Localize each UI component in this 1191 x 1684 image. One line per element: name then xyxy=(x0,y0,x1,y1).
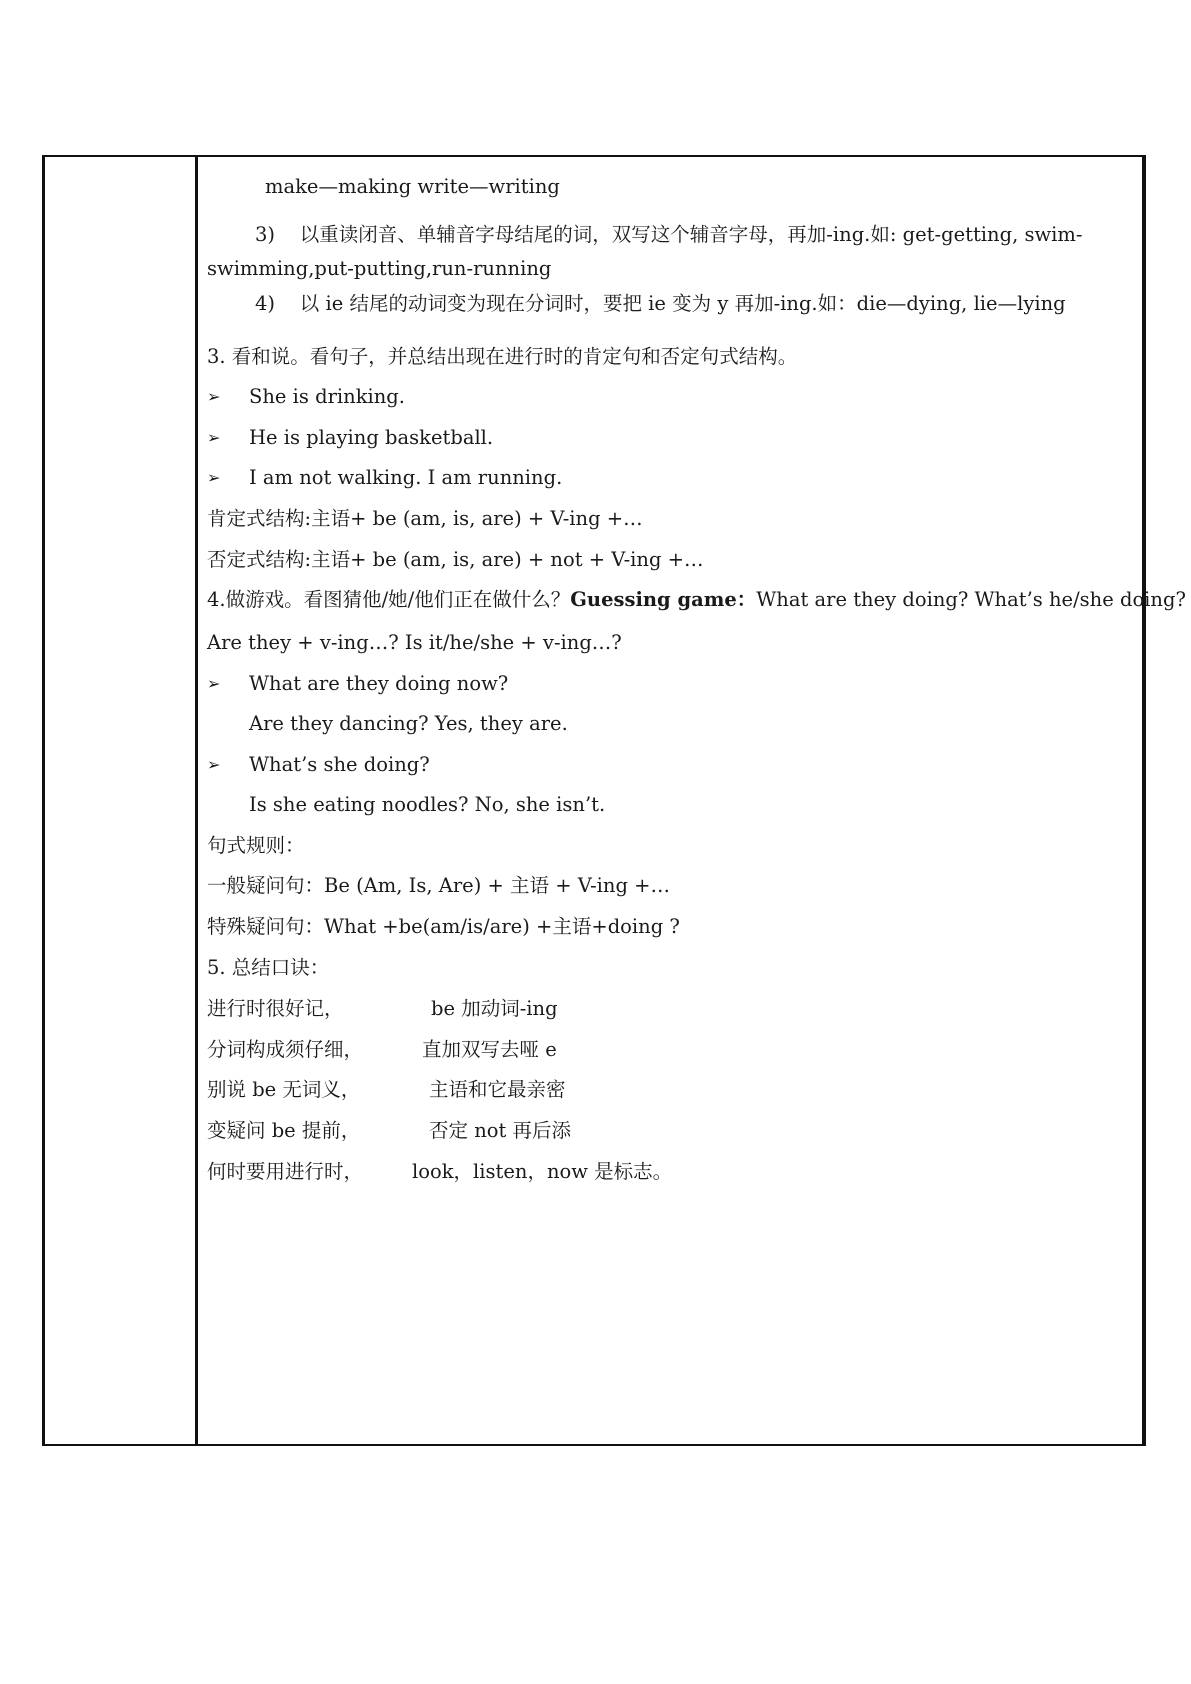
game-question-2: What’s she doing? xyxy=(249,753,430,776)
rhyme-right: 主语和它最亲密 xyxy=(429,1078,566,1101)
rhyme-line xyxy=(207,1160,807,1184)
rhyme-right: 直加双写去哑 e xyxy=(422,1038,557,1061)
bullet-text: She is drinking. xyxy=(249,385,405,408)
guessing-game-label: Guessing game： xyxy=(570,588,757,611)
rhyme-left: 别说 be 无词义， xyxy=(207,1078,361,1101)
rhyme-left: 何时要用进行时， xyxy=(207,1160,364,1183)
game-answer-2: Is she eating noodles? No, she isn’t. xyxy=(249,793,606,816)
section-4-line-2: Are they + v-ing…? Is it/he/she + v-ing…? xyxy=(207,631,622,654)
section-5-title: 5. 总结口诀： xyxy=(207,956,330,979)
arrow-bullet-icon: ➢ xyxy=(207,387,221,406)
arrow-bullet-icon: ➢ xyxy=(207,428,221,447)
rule-4: 4) 以 ie 结尾的动词变为现在分词时，要把 ie 变为 y 再加-ing.如：die—dying, lie—lying xyxy=(255,292,1066,315)
negative-structure: 否定式结构:主语+ be (am, is, are) + not + V-ing +… xyxy=(207,548,704,571)
rhyme-right: look，listen，now 是标志。 xyxy=(412,1160,673,1183)
arrow-bullet-icon: ➢ xyxy=(207,468,221,487)
rule-examples: make—making write—writing xyxy=(265,175,560,198)
rhyme-right: 否定 not 再后添 xyxy=(429,1119,572,1142)
bullet-text: He is playing basketball. xyxy=(249,426,494,449)
rhyme-line xyxy=(207,1038,807,1062)
rhyme-line xyxy=(207,1078,807,1102)
arrow-bullet-icon: ➢ xyxy=(207,674,221,693)
rule-3-line-2: swimming,put-putting,run-running xyxy=(207,257,552,280)
rhyme-line xyxy=(207,1119,807,1143)
column-divider xyxy=(195,157,198,1444)
rhyme-right: be 加动词-ing xyxy=(431,997,558,1020)
section-4-prefix: 4.做游戏。看图猜他/她/他们正在做什么？ xyxy=(207,588,571,611)
bullet-text: I am not walking. I am running. xyxy=(249,466,563,489)
rhyme-line xyxy=(207,997,807,1021)
lesson-table xyxy=(42,155,1186,1446)
arrow-bullet-icon: ➢ xyxy=(207,755,221,774)
lesson-content-cell xyxy=(207,157,1186,1444)
positive-structure: 肯定式结构:主语+ be (am, is, are) + V-ing +… xyxy=(207,507,643,530)
section-3-title: 3. 看和说。看句子，并总结出现在进行时的肯定句和否定句式结构。 xyxy=(207,345,798,368)
rhyme-left: 分词构成须仔细， xyxy=(207,1038,364,1061)
game-answer-1: Are they dancing? Yes, they are. xyxy=(249,712,568,735)
rule-3-line-1: 3) 以重读闭音、单辅音字母结尾的词，双写这个辅音字母，再加-ing.如: get-getting, swim- xyxy=(255,223,1083,246)
section-4-title xyxy=(207,588,1186,612)
rhyme-left: 进行时很好记， xyxy=(207,997,344,1020)
wh-question-rule: 特殊疑问句：What +be(am/is/are) +主语+doing ? xyxy=(207,915,680,938)
rules-title: 句式规则： xyxy=(207,834,305,857)
rhyme-left: 变疑问 be 提前， xyxy=(207,1119,361,1142)
yes-no-question-rule: 一般疑问句：Be (Am, Is, Are) + 主语 + V-ing +… xyxy=(207,874,670,897)
section-4-suffix: What are they doing? What’s he/she doing? xyxy=(756,588,1186,611)
game-question-1: What are they doing now? xyxy=(249,672,509,695)
